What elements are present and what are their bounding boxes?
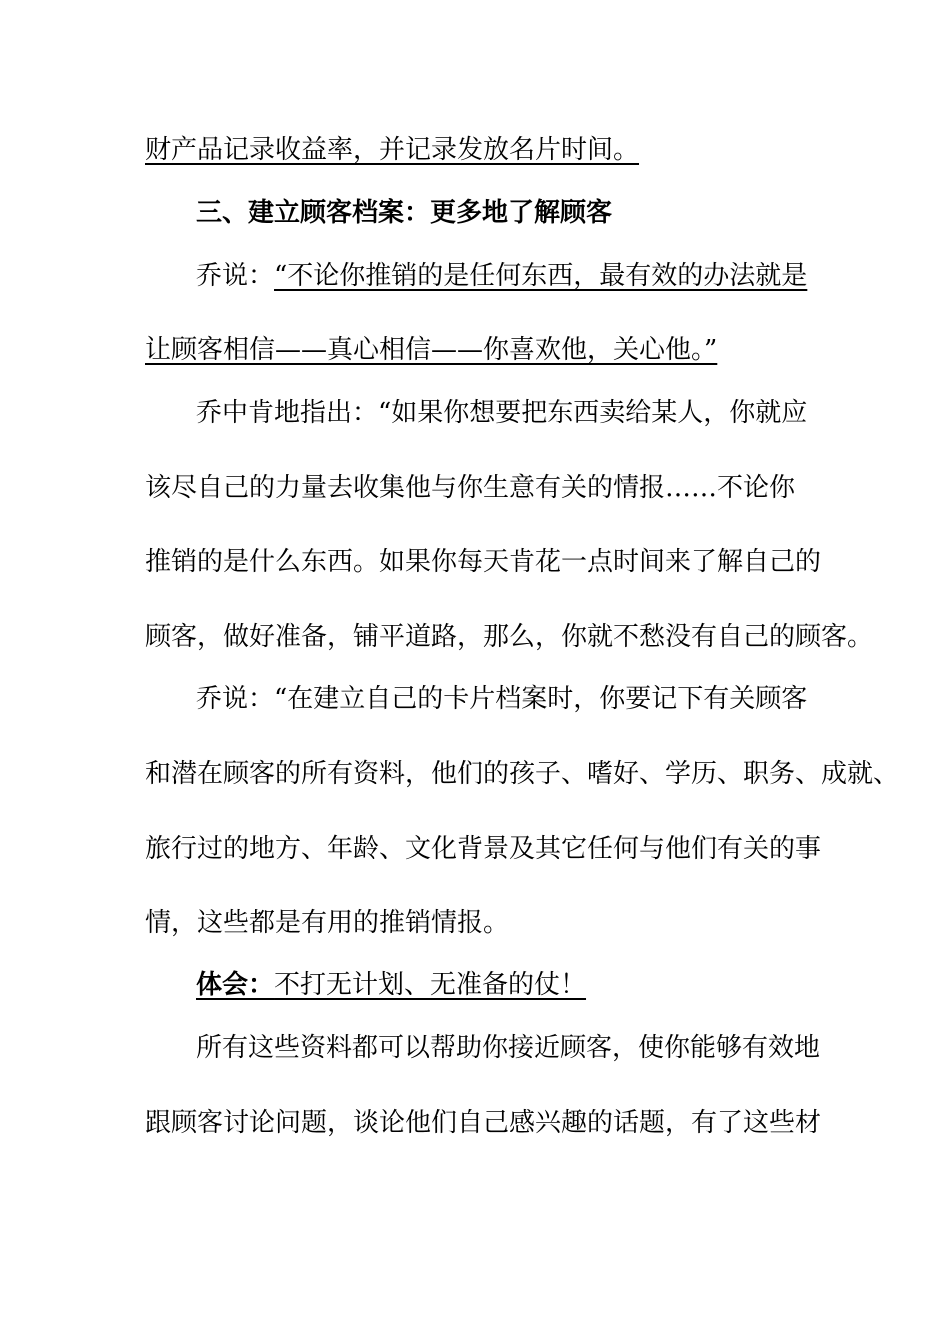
paragraph-line-3 — [145, 471, 795, 505]
text-span: 三、建立顾客档案：更多地了解顾客 — [196, 198, 613, 228]
quote-line-1 — [196, 259, 807, 293]
text-span: 跟顾客讨论问题，谈论他们自己感兴趣的话题，有了这些材 — [145, 1108, 822, 1138]
text-span: 顾客，做好准备，铺平道路，那么，你就不愁没有自己的顾客。 — [145, 622, 874, 652]
insight-text: 不打无计划、无准备的仗！ — [274, 970, 587, 1000]
text-span: 所有这些资料都可以帮助你接近顾客，使你能够有效地 — [196, 1033, 821, 1063]
text-span: 该尽自己的力量去收集他与你生意有关的情报……不论你 — [145, 473, 796, 503]
text-span: 财产品记录收益率，并记录发放名片时间。 — [145, 135, 640, 165]
text-span: 乔中肯地指出：“如果你想要把东西卖给某人，你就应 — [196, 398, 808, 428]
paragraph-line-9 — [145, 906, 509, 940]
text-span: 推销的是什么东西。如果你每天肯花一点时间来了解自己的 — [145, 547, 822, 577]
paragraph-line-10 — [196, 1031, 820, 1065]
paragraph-line-7 — [145, 757, 899, 791]
paragraph-line-5 — [145, 620, 873, 654]
paragraph-line-8 — [145, 832, 821, 866]
text-span: 和潜在顾客的所有资料，他们的孩子、嗜好、学历、职务、成就、 — [145, 759, 900, 789]
text-span: 旅行过的地方、年龄、文化背景及其它任何与他们有关的事 — [145, 834, 822, 864]
paragraph-line-4 — [145, 545, 821, 579]
paragraph-line-2 — [196, 396, 807, 430]
section-heading — [196, 196, 612, 230]
insight-line — [196, 968, 586, 1002]
paragraph-line-6 — [196, 682, 807, 716]
insight-label: 体会： — [196, 970, 275, 1000]
paragraph-line-1 — [145, 133, 639, 167]
text-span: 乔说：“在建立自己的卡片档案时，你要记下有关顾客 — [196, 684, 808, 714]
paragraph-line-11 — [145, 1106, 821, 1140]
quote-text: “不论你推销的是任何东西，最有效的办法就是 — [274, 261, 808, 291]
text-span: 情，这些都是有用的推销情报。 — [145, 908, 510, 938]
speaker-label: 乔说： — [196, 261, 275, 291]
quote-line-2 — [145, 333, 717, 367]
quote-text: 让顾客相信——真心相信——你喜欢他，关心他。” — [145, 335, 718, 365]
